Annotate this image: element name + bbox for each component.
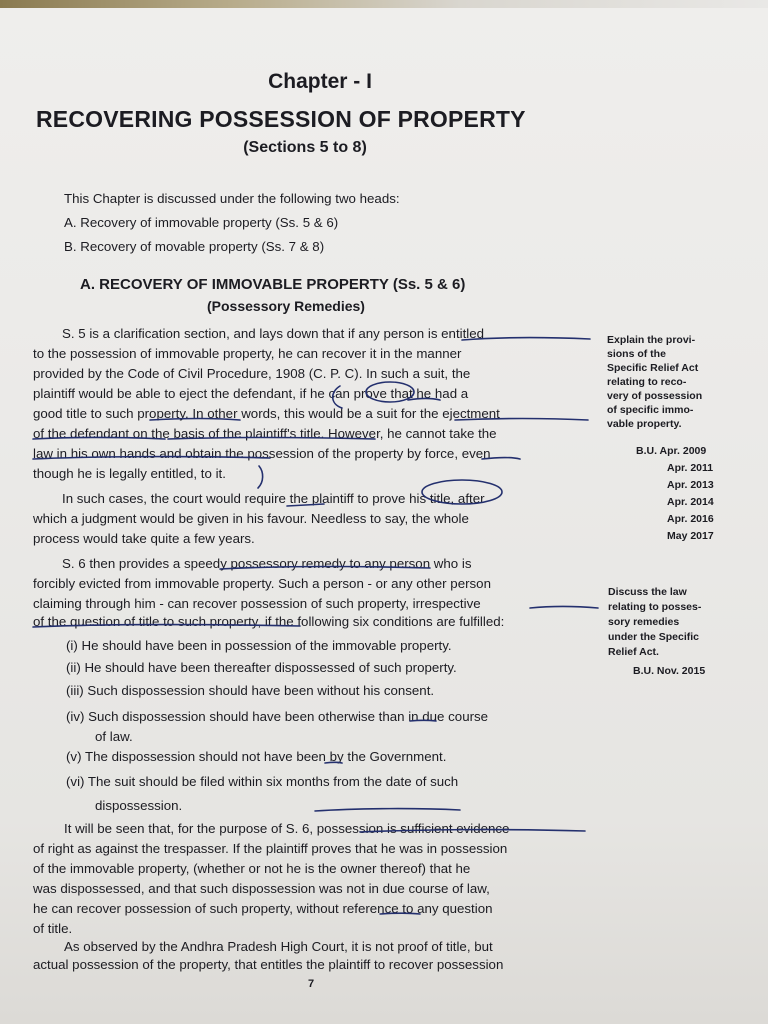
body-line: forcibly evicted from immovable property. Such a person - or any other person: [33, 576, 491, 591]
body-line: claiming through him - can recover possession of such property, irrespective: [33, 596, 481, 611]
margin-line: under the Specific: [608, 631, 700, 643]
sections-subtitle: (Sections 5 to 8): [243, 139, 367, 156]
body-line: It will be seen that, for the purpose of S. 6, possession is sufficient evidence: [64, 821, 510, 836]
margin-line: vable property.: [607, 418, 682, 430]
page-number: 7: [308, 978, 315, 990]
body-line: though he is legally entitled, to it.: [33, 466, 226, 481]
body-line: actual possession of the property, that entitles the plaintiff to recover possession: [33, 957, 504, 972]
body-line: plaintiff would be able to eject the defendant, if he can prove that he had a: [33, 386, 469, 401]
exam-date: B.U. Nov. 2015: [633, 665, 706, 677]
margin-line: relating to posses-: [608, 601, 702, 613]
body-line: of title.: [33, 921, 73, 936]
body-line: of the defendant on the basis of the plaintiff's title. However, he cannot take the: [33, 426, 497, 441]
condition-item: dispossession.: [95, 798, 183, 813]
pen-underline: [530, 607, 598, 609]
exam-date: B.U. Apr. 2009: [636, 445, 707, 457]
body-line: law in his own hands and obtain the possession of the property by force, even: [33, 446, 491, 461]
intro-head-b: B. Recovery of movable property (Ss. 7 & 8): [64, 239, 325, 254]
condition-item: (v) The dispossession should not have been by the Government.: [66, 749, 447, 764]
body-line: provided by the Code of Civil Procedure, 1908 (C. P. C). In such a suit, the: [33, 366, 471, 381]
margin-line: Explain the provi-: [607, 334, 696, 346]
body-line: of the question of title to such property, if the following six conditions are fulfilled:: [33, 614, 505, 629]
body-line: good title to such property. In other words, this would be a suit for the ejectment: [33, 406, 500, 421]
section-a-heading: A. RECOVERY OF IMMOVABLE PROPERTY (Ss. 5 & 6): [80, 276, 466, 293]
exam-date: Apr. 2014: [667, 496, 714, 508]
chapter-label: Chapter - I: [268, 70, 372, 93]
margin-line: Relief Act.: [608, 646, 659, 658]
body-line: As observed by the Andhra Pradesh High Court, it is not proof of title, but: [64, 939, 493, 954]
condition-item: (ii) He should have been thereafter dispossessed of such property.: [66, 660, 457, 675]
exam-date: Apr. 2016: [667, 513, 714, 525]
body-line: of the immovable property, (whether or not he is the owner thereof) that he: [33, 861, 471, 876]
margin-line: very of possession: [607, 390, 703, 402]
exam-date: Apr. 2011: [667, 462, 714, 474]
condition-item: (iv) Such dispossession should have been otherwise than in due course: [66, 709, 489, 724]
body-line: he can recover possession of such property, without reference to any question: [33, 901, 493, 916]
body-line: to the possession of immovable property, he can recover it in the manner: [33, 346, 462, 361]
margin-line: relating to reco-: [607, 376, 687, 388]
intro-line: This Chapter is discussed under the following two heads:: [64, 191, 400, 206]
condition-item: (iii) Such dispossession should have been without his consent.: [66, 683, 435, 698]
margin-line: Specific Relief Act: [607, 362, 699, 374]
body-line: S. 5 is a clarification section, and lays down that if any person is entitled: [62, 326, 485, 341]
pen-underline: [315, 809, 460, 811]
body-line: was dispossessed, and that such dispossession was not in due course of law,: [33, 881, 490, 896]
condition-item: (i) He should have been in possession of the immovable property.: [66, 638, 452, 653]
section-a-subheading: (Possessory Remedies): [207, 298, 365, 314]
body-line: S. 6 then provides a speedy possessory remedy to any person who is: [62, 556, 472, 571]
exam-date: May 2017: [667, 530, 714, 542]
exam-date: Apr. 2013: [667, 479, 714, 491]
intro-head-a: A. Recovery of immovable property (Ss. 5 & 6): [64, 215, 339, 230]
margin-line: sory remedies: [608, 616, 680, 628]
body-line: which a judgment would be given in his favour. Needless to say, the whole: [33, 511, 469, 526]
body-line: process would take quite a few years.: [33, 531, 255, 546]
margin-line: Discuss the law: [608, 586, 687, 598]
condition-item: (vi) The suit should be filed within six months from the date of such: [66, 774, 459, 789]
page-edge: [0, 0, 768, 8]
margin-line: sions of the: [607, 348, 666, 360]
chapter-title: RECOVERING POSSESSION OF PROPERTY: [36, 106, 526, 132]
body-line: In such cases, the court would require the plaintiff to prove his title, after: [62, 491, 485, 506]
condition-item: of law.: [95, 729, 133, 744]
margin-line: of specific immo-: [607, 404, 694, 416]
pen-bracket: [258, 466, 263, 488]
body-line: of right as against the trespasser. If the plaintiff proves that he was in possession: [33, 841, 508, 856]
